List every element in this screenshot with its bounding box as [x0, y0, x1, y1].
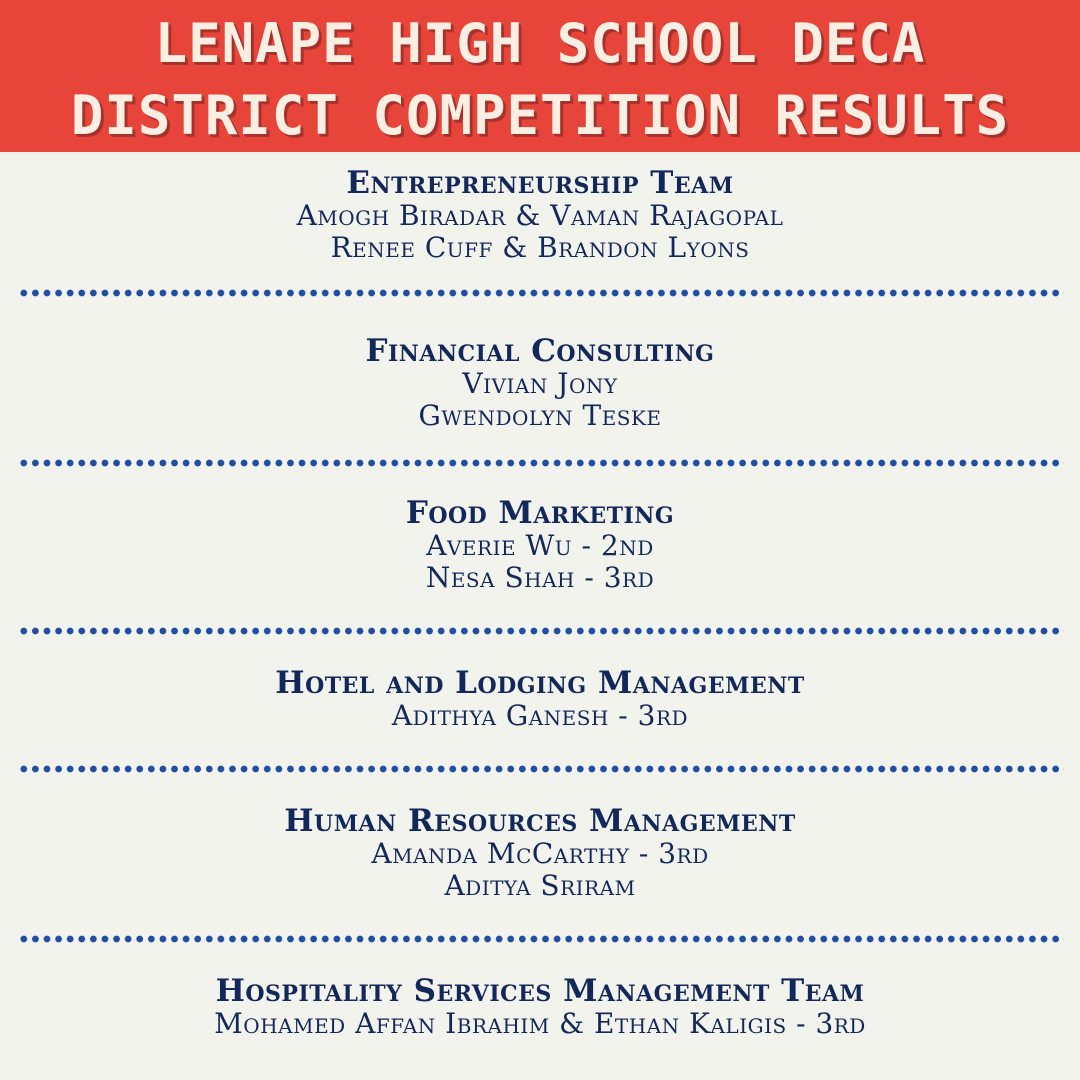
category-title: Financial Consulting	[365, 333, 715, 369]
section-hospitality-services-management-team	[0, 974, 1080, 1040]
category-title: Entrepreneurship Team	[346, 165, 734, 201]
winner-entry: Amogh Biradar & Vaman Rajagopal	[296, 199, 784, 232]
section-human-resources-management	[0, 804, 1080, 902]
dotted-divider	[18, 627, 1064, 635]
category-title: Food Marketing	[405, 495, 675, 531]
title-banner	[0, 0, 1080, 152]
section-hotel-lodging-management	[0, 666, 1080, 732]
dotted-divider	[18, 765, 1064, 773]
banner-title-line-1: LENAPE HIGH SCHOOL DECA	[154, 12, 926, 75]
winner-entry: Vivian Jony	[462, 367, 618, 400]
winner-entry: Averie Wu - 2nd	[426, 529, 654, 562]
category-title: Human Resources Management	[284, 803, 796, 839]
winner-entry: Amanda McCarthy - 3rd	[371, 837, 709, 870]
section-entrepreneurship-team	[0, 166, 1080, 264]
dotted-divider	[18, 935, 1064, 943]
banner-title-line-2: DISTRICT COMPETITION RESULTS	[70, 84, 1010, 147]
winner-entry: Aditya Sriram	[444, 869, 636, 902]
section-food-marketing	[0, 496, 1080, 594]
dotted-divider	[18, 459, 1064, 467]
winner-entry: Gwendolyn Teske	[418, 399, 662, 432]
category-title: Hotel and Lodging Management	[275, 665, 805, 701]
dotted-divider	[18, 289, 1064, 297]
winner-entry: Mohamed Affan Ibrahim & Ethan Kaligis - 3rd	[214, 1007, 866, 1040]
section-financial-consulting	[0, 334, 1080, 432]
winner-entry: Nesa Shah - 3rd	[425, 561, 655, 594]
winner-entry: Adithya Ganesh - 3rd	[391, 699, 689, 732]
category-title: Hospitality Services Management Team	[215, 973, 865, 1009]
winner-entry: Renee Cuff & Brandon Lyons	[330, 231, 750, 264]
